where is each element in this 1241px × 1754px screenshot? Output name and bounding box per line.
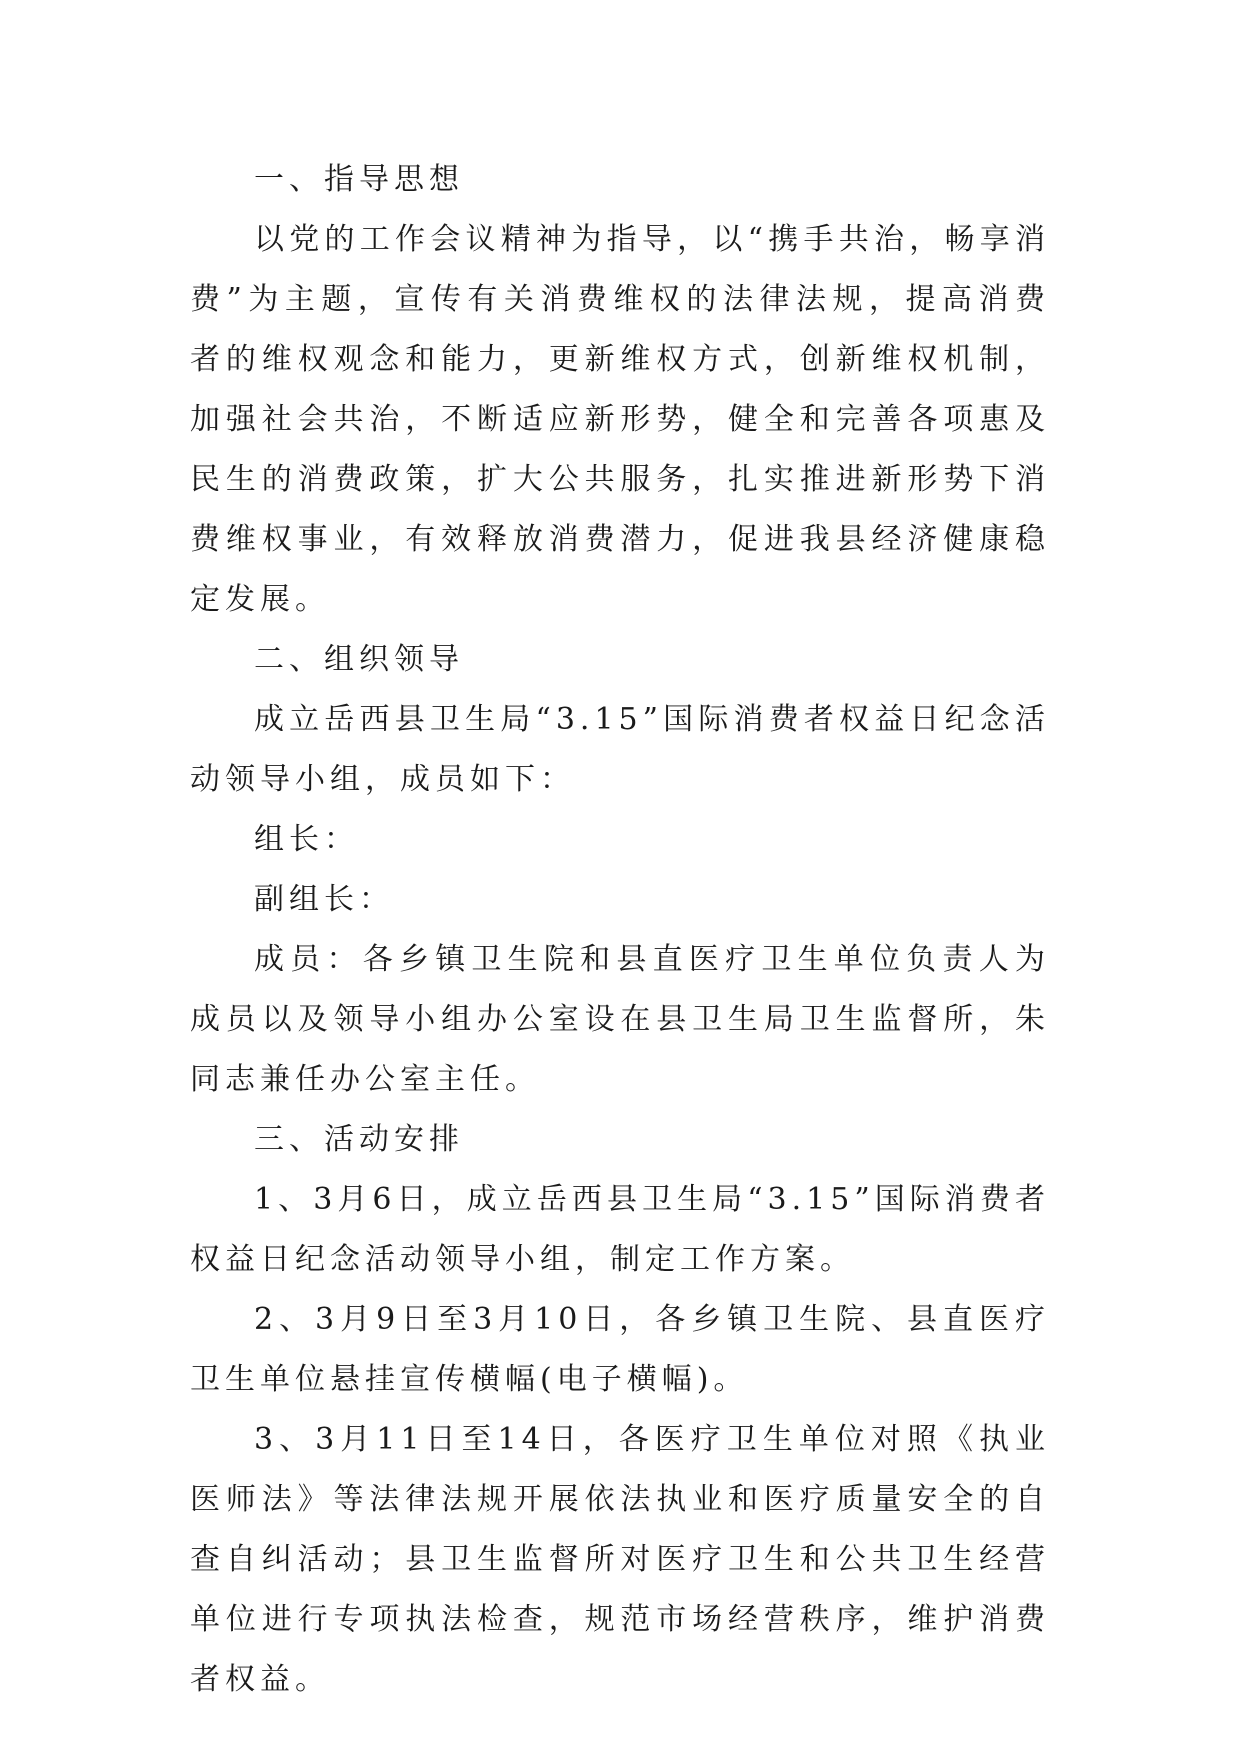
group-leader-line: 组长：	[254, 822, 359, 857]
members-paragraph: 成员：各乡镇卫生院和县直医疗卫生单位负责人为成员以及领导小组办公室设在县卫生局卫生监督所，朱同志兼任办公室主任。	[190, 942, 1050, 1097]
activity-item-1: 1、3月6日，成立岳西县卫生局“3.15”国际消费者权益日纪念活动领导小组，制定工作方案。	[190, 1182, 1050, 1277]
activity-item-2: 2、3月9日至3月10日，各乡镇卫生院、县直医疗卫生单位悬挂宣传横幅(电子横幅)。	[190, 1302, 1050, 1397]
deputy-leader-line: 副组长：	[254, 882, 394, 917]
heading-organization: 二、组织领导	[254, 642, 464, 677]
paragraph-organization: 成立岳西县卫生局“3.15”国际消费者权益日纪念活动领导小组，成员如下：	[190, 702, 1050, 797]
heading-guiding-ideology: 一、指导思想	[254, 162, 464, 197]
paragraph-guiding-ideology: 以党的工作会议精神为指导，以“携手共治，畅享消费”为主题，宣传有关消费维权的法律法规，提高消费者的维权观念和能力，更新维权方式，创新维权机制，加强社会共治，不断适应新形势，健全和完善各项惠及民生的消费政策，扩大公共服务，扎实推进新形势下消费维权事业，有效释放消费潜力，促进我县经济健康稳定发展。	[190, 222, 1050, 617]
activity-item-3: 3、3月11日至14日，各医疗卫生单位对照《执业医师法》等法律法规开展依法执业和医疗质量安全的自查自纠活动；县卫生监督所对医疗卫生和公共卫生经营单位进行专项执法检查，规范市场经营秩序，维护消费者权益。	[190, 1422, 1050, 1697]
document-page	[190, 150, 1050, 1710]
heading-activities: 三、活动安排	[254, 1122, 464, 1157]
